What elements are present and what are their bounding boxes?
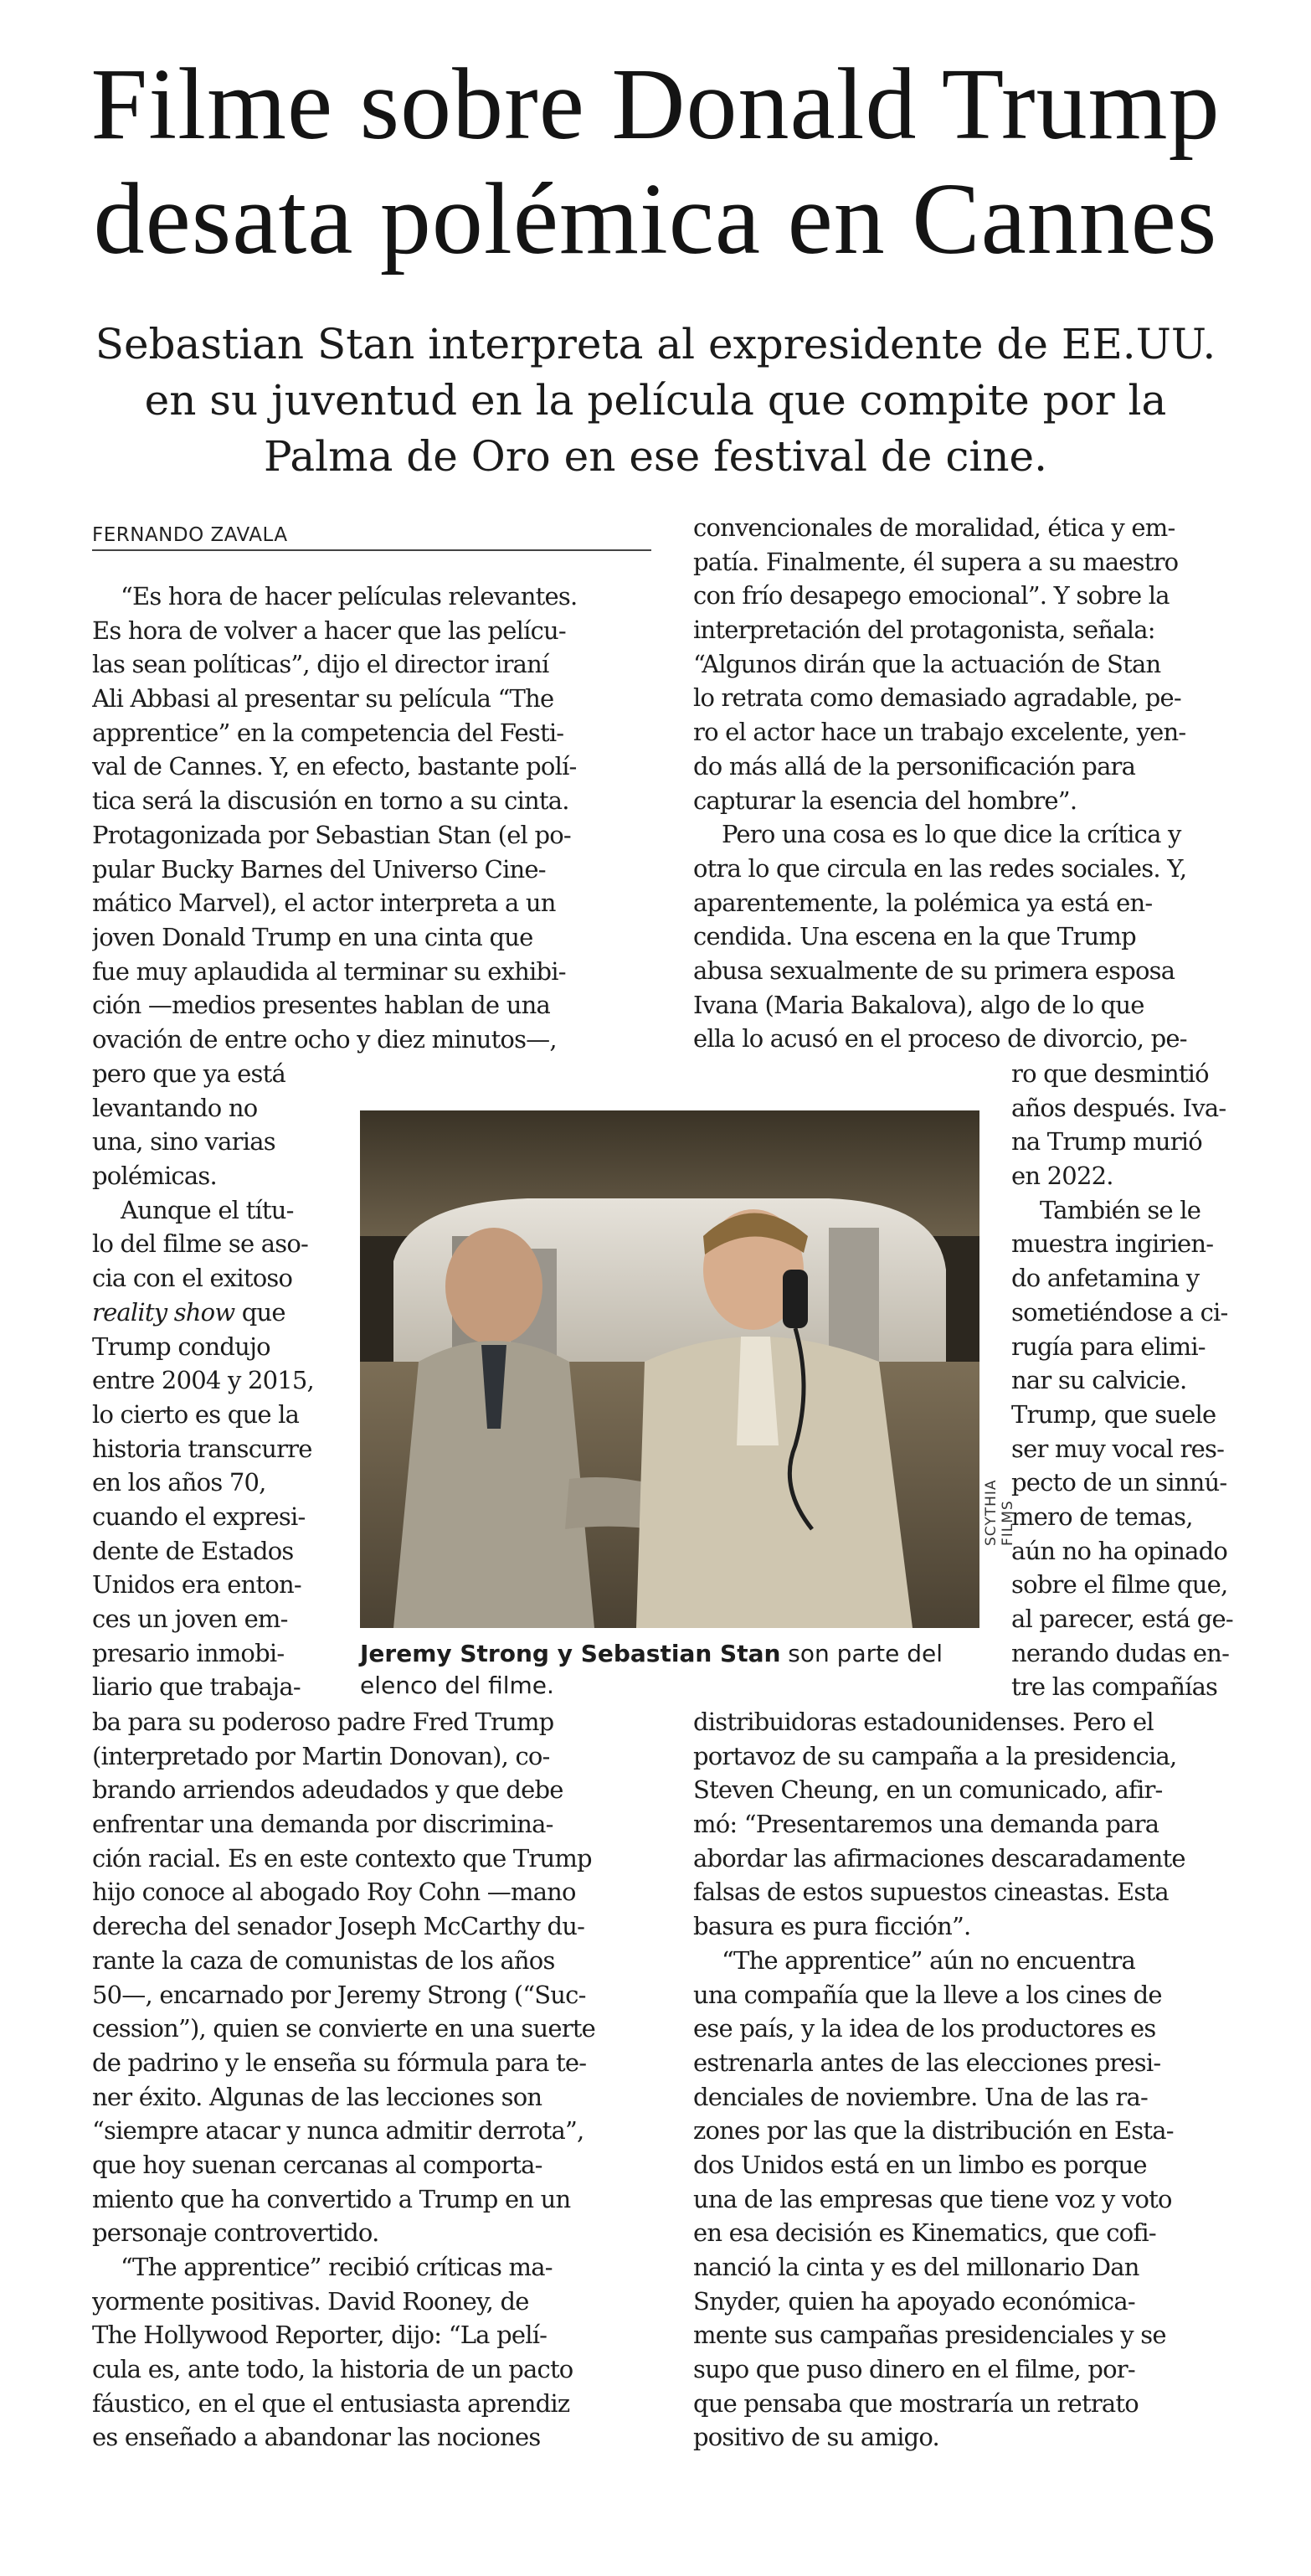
headline bbox=[0, 47, 1311, 276]
column-1-bottom-text bbox=[92, 1705, 651, 2455]
headline-line-2: desata polémica en Cannes bbox=[93, 162, 1218, 276]
text-line: rante la caza de comunistas de los años bbox=[92, 1945, 555, 1975]
text-line: yormente positivas. David Rooney, de bbox=[92, 2286, 529, 2316]
text-line: basura es pura ficción”. bbox=[693, 1912, 971, 1941]
text-line: fue muy aplaudida al terminar su exhibi- bbox=[92, 956, 566, 986]
text-line: una de las empresas que tiene voz y voto bbox=[693, 2184, 1172, 2213]
caption-text: son parte del bbox=[780, 1640, 943, 1667]
text-line: mente sus campañas presidenciales y se bbox=[693, 2321, 1166, 2350]
subhead-line-1: Sebastian Stan interpreta al expresidente de EE.UU. bbox=[95, 320, 1216, 368]
text-line: apprentice” en la competencia del Festi- bbox=[92, 718, 564, 747]
text-line: otra lo que circula en las redes sociales. Y, bbox=[693, 853, 1187, 883]
photo-caption bbox=[360, 1638, 996, 1702]
headline-line-1: Filme sobre Donald Trump bbox=[90, 48, 1221, 161]
text-line: Pero una cosa es lo que dice la crítica y bbox=[722, 820, 1181, 849]
text-line: ella lo acusó en el proceso de divorcio, pe- bbox=[693, 1024, 1187, 1054]
column-2-wrap-text bbox=[1011, 1057, 1251, 1704]
text-line: tre las compañías bbox=[1011, 1672, 1218, 1702]
text-line: de padrino y le enseña su fórmula para te- bbox=[92, 2048, 587, 2077]
text-line: joven Donald Trump en una cinta que bbox=[92, 922, 533, 951]
text-line: Steven Cheung, en un comunicado, afir- bbox=[693, 1775, 1163, 1805]
text-line: ba para su poderoso padre Fred Trump bbox=[92, 1708, 554, 1736]
text-line: polémicas. bbox=[92, 1162, 217, 1191]
text-line: dos Unidos está en un limbo es porque bbox=[693, 2150, 1147, 2179]
text-line: cendida. Una escena en la que Trump bbox=[693, 922, 1136, 951]
subhead-line-3: Palma de Oro en ese festival de cine. bbox=[263, 432, 1048, 481]
text-line: las sean políticas”, dijo el director iraní bbox=[92, 650, 549, 679]
caption-text-line-2: elenco del filme. bbox=[360, 1672, 554, 1699]
text-line: pular Bucky Barnes del Universo Cine- bbox=[92, 854, 546, 884]
text-line: con frío desapego emocional”. Y sobre la bbox=[693, 581, 1170, 611]
text-line: historia transcurre bbox=[92, 1434, 312, 1463]
byline: FERNANDO ZAVALA bbox=[92, 521, 651, 551]
column-1-wrap-text bbox=[92, 1057, 345, 1704]
text-line: que pensaba que mostraría un retrato bbox=[693, 2388, 1139, 2418]
text-line: dente de Estados bbox=[92, 1536, 294, 1565]
text-line: muestra ingirien- bbox=[1011, 1229, 1214, 1259]
text-line: ro que desmintió bbox=[1011, 1059, 1209, 1088]
text-line: en los años 70, bbox=[92, 1468, 266, 1497]
text-line: pecto de un sinnú- bbox=[1011, 1468, 1227, 1497]
column-2-bottom-text bbox=[693, 1705, 1251, 2455]
text-line: The Hollywood Reporter, dijo: “La pelí- bbox=[92, 2321, 548, 2350]
column-2-top-text bbox=[693, 511, 1251, 1056]
text-line: ro el actor hace un trabajo excelente, yen- bbox=[693, 718, 1186, 747]
column-1-top-text bbox=[92, 580, 651, 1057]
text-line: Protagonizada por Sebastian Stan (el po- bbox=[92, 820, 571, 849]
text-line: Ivana (Maria Bakalova), algo de lo que bbox=[693, 990, 1144, 1019]
caption-names: Jeremy Strong y Sebastian Stan bbox=[360, 1640, 781, 1667]
text-line: una, sino varias bbox=[92, 1127, 275, 1157]
text-line: Snyder, quien ha apoyado económica- bbox=[693, 2286, 1135, 2316]
text-line: lo cierto es que la bbox=[92, 1399, 300, 1429]
text-line: personaje controvertido. bbox=[92, 2218, 379, 2248]
text-line: en 2022. bbox=[1011, 1162, 1113, 1191]
text-line: abordar las afirmaciones descaradamente bbox=[693, 1843, 1185, 1873]
text-line: cuando el expresi- bbox=[92, 1502, 306, 1531]
text-line: “The apprentice” aún no encuentra bbox=[722, 1945, 1135, 1975]
text-line: mó: “Presentaremos una demanda para bbox=[693, 1810, 1159, 1839]
text-line: cession”), quien se convierte en una suerte bbox=[92, 2014, 596, 2043]
text-line: val de Cannes. Y, en efecto, bastante polí- bbox=[92, 752, 577, 781]
photo-credit: SCYTHIA FILMS bbox=[983, 1479, 1016, 1546]
text-line: supo que puso dinero en el filme, por- bbox=[693, 2355, 1135, 2384]
text-line: Es hora de volver a hacer que las pelícu- bbox=[92, 616, 566, 645]
text-line: ción —medios presentes hablan de una bbox=[92, 991, 550, 1020]
text-line: cula es, ante todo, la historia de un pacto bbox=[92, 2355, 573, 2384]
text-line: al parecer, está ge- bbox=[1011, 1605, 1233, 1633]
text-line: Trump condujo bbox=[92, 1332, 270, 1361]
text-line: patía. Finalmente, él supera a su maestro bbox=[693, 547, 1179, 576]
text-line: miento que ha convertido a Trump en un bbox=[92, 2184, 571, 2213]
text-line: nanció la cinta y es del millonario Dan bbox=[693, 2253, 1139, 2281]
text-line: rugía para elimi- bbox=[1011, 1332, 1206, 1361]
text-line: una compañía que la lleve a los cines de bbox=[693, 1980, 1162, 2009]
text-line: es enseñado a abandonar las nociones bbox=[92, 2423, 541, 2452]
text-line: ción racial. Es en este contexto que Trump bbox=[92, 1843, 592, 1873]
text-line: Aunque el títu- bbox=[121, 1195, 294, 1224]
text-line: Trump, que suele bbox=[1011, 1399, 1216, 1429]
text-line: cia con el exitoso bbox=[92, 1264, 293, 1293]
text-line: estrenarla antes de las elecciones presi- bbox=[693, 2048, 1161, 2077]
text-line: portavoz de su campaña a la presidencia, bbox=[693, 1741, 1177, 1770]
text-line: nerando dudas en- bbox=[1011, 1638, 1230, 1667]
text-line: lo retrata como demasiado agradable, pe- bbox=[693, 683, 1181, 713]
text-line: abusa sexualmente de su primera esposa bbox=[693, 956, 1175, 985]
text-line: denciales de noviembre. Una de las ra- bbox=[693, 2082, 1148, 2111]
text-line: levantando no bbox=[92, 1093, 258, 1122]
text-line: sobre el filme que, bbox=[1011, 1570, 1228, 1600]
text-line: años después. Iva- bbox=[1011, 1093, 1226, 1122]
text-line: lo del filme se aso- bbox=[92, 1229, 309, 1259]
text-line: ner éxito. Algunas de las lecciones son bbox=[92, 2082, 542, 2111]
text-line: Unidos era enton- bbox=[92, 1570, 301, 1600]
text-line: brando arriendos adeudados y que debe bbox=[92, 1775, 563, 1805]
text-line: “Algunos dirán que la actuación de Stan bbox=[693, 649, 1161, 678]
text-line: en esa decisión es Kinematics, que cofi- bbox=[693, 2218, 1156, 2248]
text-line: “Es hora de hacer películas relevantes. bbox=[121, 582, 578, 611]
text-line: pero que ya está bbox=[92, 1059, 285, 1088]
text-line: También se le bbox=[1040, 1195, 1201, 1224]
text-line: nar su calvicie. bbox=[1011, 1366, 1187, 1395]
text-line: mático Marvel), el actor interpreta a un bbox=[92, 889, 556, 918]
text-line: reality show que bbox=[92, 1297, 285, 1327]
text-line: do anfetamina y bbox=[1011, 1264, 1200, 1293]
text-line: do más allá de la personificación para bbox=[693, 751, 1136, 781]
text-line: que hoy suenan cercanas al comporta- bbox=[92, 2150, 542, 2179]
text-line: capturar la esencia del hombre”. bbox=[693, 786, 1077, 815]
text-line: mero de temas, bbox=[1011, 1502, 1193, 1531]
text-line: derecha del senador Joseph McCarthy du- bbox=[92, 1912, 585, 1941]
text-line: (interpretado por Martin Donovan), co- bbox=[92, 1741, 550, 1770]
text-line: enfrentar una demanda por discrimina- bbox=[92, 1810, 553, 1839]
text-line: tica será la discusión en torno a su cinta. bbox=[92, 786, 569, 816]
text-line: 50—, encarnado por Jeremy Strong (“Suc- bbox=[92, 1980, 586, 2009]
text-line: presario inmobi- bbox=[92, 1638, 285, 1667]
text-line: convencionales de moralidad, ética y em- bbox=[693, 513, 1175, 542]
text-line: falsas de estos supuestos cineastas. Esta bbox=[693, 1878, 1169, 1907]
text-line: aparentemente, la polémica ya está en- bbox=[693, 888, 1153, 917]
text-line: interpretación del protagonista, señala: bbox=[693, 616, 1155, 645]
car-scene-image bbox=[360, 1110, 979, 1628]
text-line: sometiéndose a ci- bbox=[1011, 1297, 1228, 1327]
text-line: entre 2004 y 2015, bbox=[92, 1366, 314, 1395]
text-line: “The apprentice” recibió críticas ma- bbox=[121, 2253, 553, 2281]
text-line: ser muy vocal res- bbox=[1011, 1434, 1225, 1463]
text-line: ese país, y la idea de los productores es bbox=[693, 2014, 1156, 2043]
text-line: ovación de entre ocho y diez minutos—, bbox=[92, 1024, 557, 1054]
text-line: hijo conoce al abogado Roy Cohn —mano bbox=[92, 1878, 576, 1907]
text-line: ces un joven em- bbox=[92, 1605, 288, 1633]
text-line: na Trump murió bbox=[1011, 1127, 1202, 1157]
text-line: Ali Abbasi al presentar su película “The bbox=[92, 684, 554, 714]
text-line: liario que trabaja- bbox=[92, 1672, 301, 1702]
text-line: “siempre atacar y nunca admitir derrota”, bbox=[92, 2116, 584, 2146]
text-line: distribuidoras estadounidenses. Pero el bbox=[693, 1708, 1154, 1736]
text-line: fáustico, en el que el entusiasta aprendiz bbox=[92, 2388, 570, 2418]
text-line: zones por las que la distribución en Esta- bbox=[693, 2116, 1174, 2146]
subhead-line-2: en su juventud en la película que compite por la bbox=[144, 376, 1167, 425]
article-photo bbox=[360, 1110, 1016, 1631]
text-line: positivo de su amigo. bbox=[693, 2423, 939, 2452]
text-line: aún no ha opinado bbox=[1011, 1536, 1228, 1565]
subheadline bbox=[0, 317, 1311, 485]
